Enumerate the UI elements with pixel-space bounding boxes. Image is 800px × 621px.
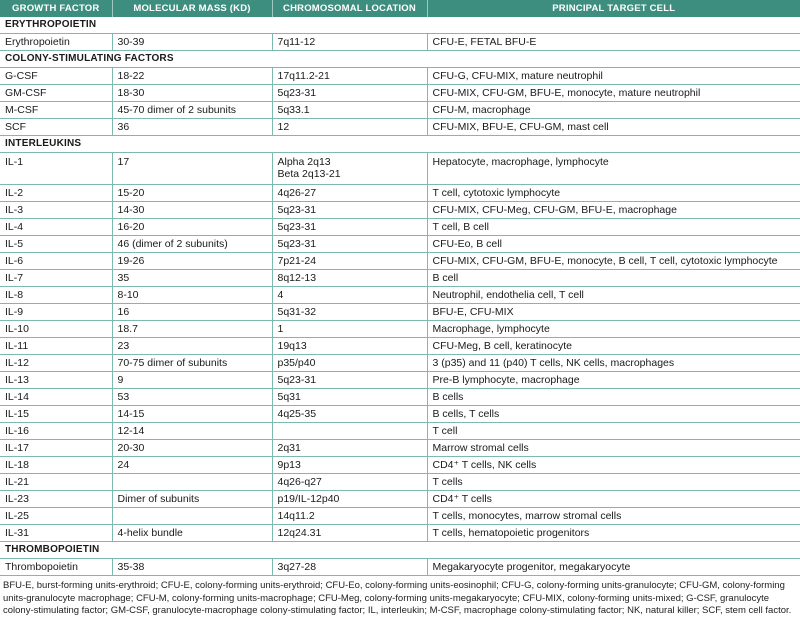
growth-factor-cell: IL-13 xyxy=(0,372,112,389)
target-cell-cell: Neutrophil, endothelia cell, T cell xyxy=(427,287,800,304)
location-line: 7p21-24 xyxy=(277,255,317,267)
molecular-mass-cell: 9 xyxy=(112,372,272,389)
growth-factor-cell: Erythropoietin xyxy=(0,34,112,51)
target-cell-cell: T cells xyxy=(427,474,800,491)
growth-factor-cell: IL-18 xyxy=(0,457,112,474)
molecular-mass-cell: 30-39 xyxy=(112,34,272,51)
growth-factor-cell: IL-6 xyxy=(0,253,112,270)
target-cell-cell: B cells xyxy=(427,389,800,406)
molecular-mass-cell: 24 xyxy=(112,457,272,474)
molecular-mass-cell: 70-75 dimer of subunits xyxy=(112,355,272,372)
molecular-mass-cell: 35-38 xyxy=(112,559,272,576)
target-cell-cell: CFU-G, CFU-MIX, mature neutrophil xyxy=(427,68,800,85)
table-row xyxy=(0,355,800,372)
chromosomal-location-cell xyxy=(272,304,427,321)
chromosomal-location-cell xyxy=(272,491,427,508)
chromosomal-location-cell xyxy=(272,508,427,525)
growth-factor-cell: IL-9 xyxy=(0,304,112,321)
chromosomal-location-cell xyxy=(272,525,427,542)
location-line: 12q24.31 xyxy=(277,527,322,539)
header-molecular-mass: MOLECULAR MASS (KD) xyxy=(112,0,272,17)
molecular-mass-cell: 17 xyxy=(112,153,272,185)
target-cell-cell: CD4⁺ T cells xyxy=(427,491,800,508)
chromosomal-location-cell xyxy=(272,440,427,457)
target-cell-cell: Megakaryocyte progenitor, megakaryocyte xyxy=(427,559,800,576)
table-row xyxy=(0,253,800,270)
molecular-mass-cell: 14-15 xyxy=(112,406,272,423)
target-cell-cell: CFU-Meg, B cell, keratinocyte xyxy=(427,338,800,355)
table-row xyxy=(0,321,800,338)
molecular-mass-cell: Dimer of subunits xyxy=(112,491,272,508)
table-row xyxy=(0,338,800,355)
chromosomal-location-cell xyxy=(272,406,427,423)
location-line: 19q13 xyxy=(277,340,307,352)
molecular-mass-cell: 19-26 xyxy=(112,253,272,270)
molecular-mass-cell: 14-30 xyxy=(112,202,272,219)
molecular-mass-cell: 45-70 dimer of 2 subunits xyxy=(112,102,272,119)
header-chromosomal-location: CHROMOSOMAL LOCATION xyxy=(272,0,427,17)
chromosomal-location-cell xyxy=(272,153,427,185)
growth-factor-cell: IL-31 xyxy=(0,525,112,542)
section-heading: ERYTHROPOIETIN xyxy=(0,17,800,34)
molecular-mass-cell: 18-22 xyxy=(112,68,272,85)
molecular-mass-cell: 53 xyxy=(112,389,272,406)
location-line: 4q26-27 xyxy=(277,187,317,199)
chromosomal-location-cell xyxy=(272,559,427,576)
growth-factor-cell: IL-8 xyxy=(0,287,112,304)
table-row xyxy=(0,457,800,474)
table-body xyxy=(0,17,800,576)
location-line: 5q31-32 xyxy=(277,306,317,318)
growth-factor-cell: M-CSF xyxy=(0,102,112,119)
growth-factor-cell: IL-21 xyxy=(0,474,112,491)
growth-factor-cell: IL-25 xyxy=(0,508,112,525)
location-line: 4 xyxy=(277,289,284,301)
table-row xyxy=(0,202,800,219)
molecular-mass-cell: 12-14 xyxy=(112,423,272,440)
molecular-mass-cell: 18.7 xyxy=(112,321,272,338)
table-row xyxy=(0,389,800,406)
table-row xyxy=(0,185,800,202)
section-row xyxy=(0,17,800,34)
target-cell-cell: T cell xyxy=(427,423,800,440)
growth-factor-cell: Thrombopoietin xyxy=(0,559,112,576)
growth-factor-cell: GM-CSF xyxy=(0,85,112,102)
table-row xyxy=(0,219,800,236)
location-line: p35/p40 xyxy=(277,357,316,369)
growth-factor-cell: IL-3 xyxy=(0,202,112,219)
location-line: 8q12-13 xyxy=(277,272,317,284)
table-row xyxy=(0,236,800,253)
header-principal-target-cell: PRINCIPAL TARGET CELL xyxy=(427,0,800,17)
molecular-mass-cell xyxy=(112,508,272,525)
target-cell-cell: CFU-MIX, CFU-Meg, CFU-GM, BFU-E, macrophage xyxy=(427,202,800,219)
molecular-mass-cell: 8-10 xyxy=(112,287,272,304)
molecular-mass-cell: 23 xyxy=(112,338,272,355)
molecular-mass-cell: 16-20 xyxy=(112,219,272,236)
growth-factor-cell: SCF xyxy=(0,119,112,136)
target-cell-cell: T cells, monocytes, marrow stromal cells xyxy=(427,508,800,525)
growth-factor-cell: IL-23 xyxy=(0,491,112,508)
table-row xyxy=(0,474,800,491)
location-line: 17q11.2-21 xyxy=(277,70,330,82)
target-cell-cell: CFU-MIX, CFU-GM, BFU-E, monocyte, B cell, T cell, cytotoxic lymphocyte xyxy=(427,253,800,270)
chromosomal-location-cell xyxy=(272,423,427,440)
chromosomal-location-cell xyxy=(272,119,427,136)
location-line: 5q23-31 xyxy=(277,238,317,250)
chromosomal-location-cell xyxy=(272,287,427,304)
molecular-mass-cell: 16 xyxy=(112,304,272,321)
growth-factor-cell: IL-12 xyxy=(0,355,112,372)
location-line: Alpha 2q13 xyxy=(277,156,331,168)
molecular-mass-cell: 18-30 xyxy=(112,85,272,102)
target-cell-cell: T cells, hematopoietic progenitors xyxy=(427,525,800,542)
growth-factor-cell: G-CSF xyxy=(0,68,112,85)
location-line: 7q11-12 xyxy=(277,36,316,48)
location-line: 3q27-28 xyxy=(277,561,317,573)
location-line: 1 xyxy=(277,323,284,335)
header-growth-factor: GROWTH FACTOR xyxy=(0,0,112,17)
molecular-mass-cell xyxy=(112,474,272,491)
location-line: 5q23-31 xyxy=(277,221,317,233)
chromosomal-location-cell xyxy=(272,236,427,253)
target-cell-cell: CFU-Eo, B cell xyxy=(427,236,800,253)
growth-factor-cell: IL-7 xyxy=(0,270,112,287)
target-cell-cell: CFU-E, FETAL BFU-E xyxy=(427,34,800,51)
target-cell-cell: BFU-E, CFU-MIX xyxy=(427,304,800,321)
molecular-mass-cell: 4-helix bundle xyxy=(112,525,272,542)
table-row xyxy=(0,304,800,321)
growth-factor-cell: IL-2 xyxy=(0,185,112,202)
table-row xyxy=(0,153,800,185)
growth-factor-cell: IL-17 xyxy=(0,440,112,457)
target-cell-cell: 3 (p35) and 11 (p40) T cells, NK cells, macrophages xyxy=(427,355,800,372)
target-cell-cell: CFU-MIX, CFU-GM, BFU-E, monocyte, mature neutrophil xyxy=(427,85,800,102)
chromosomal-location-cell xyxy=(272,68,427,85)
chromosomal-location-cell xyxy=(272,389,427,406)
target-cell-cell: Pre-B lymphocyte, macrophage xyxy=(427,372,800,389)
growth-factor-cell: IL-5 xyxy=(0,236,112,253)
table-row xyxy=(0,423,800,440)
section-row xyxy=(0,136,800,153)
chromosomal-location-cell xyxy=(272,34,427,51)
chromosomal-location-cell xyxy=(272,457,427,474)
growth-factor-cell: IL-4 xyxy=(0,219,112,236)
location-line: Beta 2q13-21 xyxy=(277,168,341,180)
section-heading: THROMBOPOIETIN xyxy=(0,542,800,559)
table-row xyxy=(0,34,800,51)
molecular-mass-cell: 20-30 xyxy=(112,440,272,457)
chromosomal-location-cell xyxy=(272,321,427,338)
chromosomal-location-cell xyxy=(272,85,427,102)
target-cell-cell: CFU-M, macrophage xyxy=(427,102,800,119)
table-row xyxy=(0,406,800,423)
chromosomal-location-cell xyxy=(272,102,427,119)
target-cell-cell: T cell, cytotoxic lymphocyte xyxy=(427,185,800,202)
abbreviations-footnote: BFU-E, burst-forming units-erythroid; CFU-E, colony-forming units-erythroid; CFU-Eo, colony-forming units-eosinophil; CFU-G, colony-forming units-granulocyte; CFU-GM, colony-forming units-granulocyte macrophage; CFU-M, colony-forming units-macrophage; CFU-Meg, colony-forming units-megakaryocyte; CFU-MIX, colony-forming units-mixed; G-CSF, granulocyte colony-stimulating factor; GM-CSF, granulocyte-macrophage colony-stimulating factor; IL, interleukin; M-CSF, macrophage colony-stimulating factor; NK, natural killer; SCF, stem cell factor. xyxy=(3,580,792,616)
target-cell-cell: Hepatocyte, macrophage, lymphocyte xyxy=(427,153,800,185)
chromosomal-location-cell xyxy=(272,355,427,372)
chromosomal-location-cell xyxy=(272,202,427,219)
location-line: 2q31 xyxy=(277,442,301,454)
location-line: 14q11.2 xyxy=(277,510,315,522)
growth-factor-cell: IL-11 xyxy=(0,338,112,355)
section-heading: COLONY-STIMULATING FACTORS xyxy=(0,51,800,68)
table-row xyxy=(0,440,800,457)
table-row xyxy=(0,85,800,102)
target-cell-cell: Macrophage, lymphocyte xyxy=(427,321,800,338)
location-line: 5q23-31 xyxy=(277,87,317,99)
table-row xyxy=(0,119,800,136)
target-cell-cell: B cells, T cells xyxy=(427,406,800,423)
growth-factor-cell: IL-15 xyxy=(0,406,112,423)
growth-factor-cell: IL-16 xyxy=(0,423,112,440)
table-row xyxy=(0,287,800,304)
table-row xyxy=(0,270,800,287)
location-line: 12 xyxy=(277,121,290,133)
table-header-row xyxy=(0,0,800,17)
location-line: 4q25-35 xyxy=(277,408,317,420)
molecular-mass-cell: 15-20 xyxy=(112,185,272,202)
molecular-mass-cell: 35 xyxy=(112,270,272,287)
molecular-mass-cell: 36 xyxy=(112,119,272,136)
chromosomal-location-cell xyxy=(272,338,427,355)
chromosomal-location-cell xyxy=(272,474,427,491)
section-row xyxy=(0,51,800,68)
table-row xyxy=(0,525,800,542)
table-row xyxy=(0,372,800,389)
chromosomal-location-cell xyxy=(272,185,427,202)
table-row xyxy=(0,508,800,525)
table-row xyxy=(0,68,800,85)
target-cell-cell: Marrow stromal cells xyxy=(427,440,800,457)
growth-factor-cell: IL-14 xyxy=(0,389,112,406)
section-row xyxy=(0,542,800,559)
location-line: 4q26-q27 xyxy=(277,476,322,488)
section-heading: INTERLEUKINS xyxy=(0,136,800,153)
growth-factor-cell: IL-1 xyxy=(0,153,112,185)
growth-factor-cell: IL-10 xyxy=(0,321,112,338)
location-line: 9p13 xyxy=(277,459,301,471)
chromosomal-location-cell xyxy=(272,372,427,389)
target-cell-cell: B cell xyxy=(427,270,800,287)
table-row xyxy=(0,491,800,508)
target-cell-cell: CFU-MIX, BFU-E, CFU-GM, mast cell xyxy=(427,119,800,136)
target-cell-cell: CD4⁺ T cells, NK cells xyxy=(427,457,800,474)
molecular-mass-cell: 46 (dimer of 2 subunits) xyxy=(112,236,272,253)
location-line: p19/IL-12p40 xyxy=(277,493,340,505)
chromosomal-location-cell xyxy=(272,219,427,236)
location-line: 5q23-31 xyxy=(277,374,317,386)
location-line: 5q31 xyxy=(277,391,301,403)
table-row xyxy=(0,102,800,119)
location-line: 5q33.1 xyxy=(277,104,310,116)
chromosomal-location-cell xyxy=(272,270,427,287)
table-row xyxy=(0,559,800,576)
target-cell-cell: T cell, B cell xyxy=(427,219,800,236)
chromosomal-location-cell xyxy=(272,253,427,270)
location-line: 5q23-31 xyxy=(277,204,317,216)
